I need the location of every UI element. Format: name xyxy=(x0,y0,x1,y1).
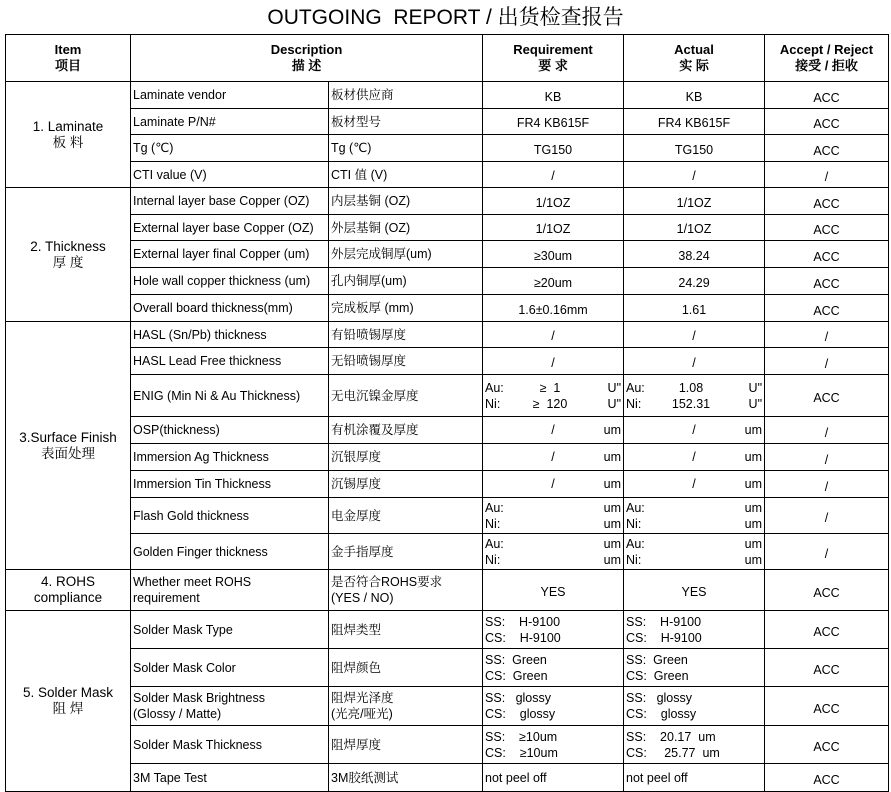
desc-en: ENIG (Min Ni & Au Thickness) xyxy=(131,375,329,417)
section-solder-mask: 5. Solder Mask 阻 焊 xyxy=(6,611,131,792)
requirement-cell: 1/1OZ xyxy=(483,188,624,215)
accept-cell: / xyxy=(765,471,889,498)
desc-en: Solder Mask Color xyxy=(131,649,329,687)
section-thickness: 2. Thickness 厚 度 xyxy=(6,188,131,322)
table-row xyxy=(6,188,889,215)
accept-cell: ACC xyxy=(765,268,889,295)
requirement-cell: / um xyxy=(483,471,624,498)
requirement-cell: ≥30um xyxy=(483,241,624,268)
desc-cn: 有铅喷锡厚度 xyxy=(329,322,483,348)
requirement-cell: Au: um Ni: um xyxy=(483,498,624,534)
accept-cell: ACC xyxy=(765,726,889,764)
accept-cell: / xyxy=(765,162,889,188)
table-row xyxy=(6,241,889,268)
actual-cell: Au: um Ni: um xyxy=(624,498,765,534)
desc-cn: 内层基铜 (OZ) xyxy=(329,188,483,215)
desc-en: Solder Mask Type xyxy=(131,611,329,649)
desc-en: HASL (Sn/Pb) thickness xyxy=(131,322,329,348)
actual-cell: 1.61 xyxy=(624,295,765,322)
accept-cell: ACC xyxy=(765,188,889,215)
table-row xyxy=(6,649,889,687)
table-row xyxy=(6,375,889,417)
table-row xyxy=(6,611,889,649)
table-row xyxy=(6,135,889,162)
table-row xyxy=(6,322,889,348)
desc-cn: CTI 值 (V) xyxy=(329,162,483,188)
table-row xyxy=(6,417,889,444)
requirement-cell: SS: ≥10um CS: ≥10um xyxy=(483,726,624,764)
desc-en: Hole wall copper thickness (um) xyxy=(131,268,329,295)
desc-cn: Tg (℃) xyxy=(329,135,483,162)
outgoing-report-table xyxy=(5,34,889,792)
accept-cell: ACC xyxy=(765,570,889,611)
section-surface-finish: 3.Surface Finish 表面处理 xyxy=(6,322,131,570)
actual-cell: 24.29 xyxy=(624,268,765,295)
requirement-cell: Au: um Ni: um xyxy=(483,534,624,570)
desc-cn: 3M胶纸测试 xyxy=(329,764,483,792)
desc-en: Flash Gold thickness xyxy=(131,498,329,534)
desc-en: External layer base Copper (OZ) xyxy=(131,215,329,241)
requirement-cell: 1/1OZ xyxy=(483,215,624,241)
accept-cell: / xyxy=(765,348,889,375)
requirement-cell: / xyxy=(483,322,624,348)
desc-en: Internal layer base Copper (OZ) xyxy=(131,188,329,215)
table-row xyxy=(6,498,889,534)
desc-cn: 板材供应商 xyxy=(329,82,483,109)
desc-cn: 无铅喷锡厚度 xyxy=(329,348,483,375)
accept-cell: ACC xyxy=(765,241,889,268)
actual-cell: SS: glossy CS: glossy xyxy=(624,687,765,726)
accept-cell: ACC xyxy=(765,375,889,417)
desc-cn: 电金厚度 xyxy=(329,498,483,534)
table-row xyxy=(6,444,889,471)
actual-cell: FR4 KB615F xyxy=(624,109,765,135)
desc-en: External layer final Copper (um) xyxy=(131,241,329,268)
desc-cn: 板材型号 xyxy=(329,109,483,135)
accept-cell: / xyxy=(765,444,889,471)
table-row xyxy=(6,764,889,792)
requirement-cell: ≥20um xyxy=(483,268,624,295)
actual-cell: TG150 xyxy=(624,135,765,162)
actual-cell: / um xyxy=(624,471,765,498)
table-row xyxy=(6,726,889,764)
desc-en: Golden Finger thickness xyxy=(131,534,329,570)
accept-cell: / xyxy=(765,534,889,570)
desc-en: Laminate vendor xyxy=(131,82,329,109)
actual-cell: Au: um Ni: um xyxy=(624,534,765,570)
actual-cell: SS: 20.17 um CS: 25.77 um xyxy=(624,726,765,764)
actual-cell: / xyxy=(624,322,765,348)
desc-cn: 无电沉镍金厚度 xyxy=(329,375,483,417)
actual-cell: YES xyxy=(624,570,765,611)
table-row xyxy=(6,295,889,322)
accept-cell: ACC xyxy=(765,135,889,162)
actual-cell: KB xyxy=(624,82,765,109)
actual-cell: / xyxy=(624,162,765,188)
desc-cn: 外层完成铜厚(um) xyxy=(329,241,483,268)
requirement-cell: not peel off xyxy=(483,764,624,792)
actual-cell: 1/1OZ xyxy=(624,215,765,241)
header-item: Item 项目 xyxy=(6,35,131,82)
table-row xyxy=(6,570,889,611)
desc-en: Immersion Tin Thickness xyxy=(131,471,329,498)
desc-cn: 完成板厚 (mm) xyxy=(329,295,483,322)
desc-en: Tg (℃) xyxy=(131,135,329,162)
table-row xyxy=(6,162,889,188)
requirement-cell: SS: glossy CS: glossy xyxy=(483,687,624,726)
accept-cell: ACC xyxy=(765,109,889,135)
desc-cn: 金手指厚度 xyxy=(329,534,483,570)
desc-cn: 有机涂覆及厚度 xyxy=(329,417,483,444)
desc-cn: 外层基铜 (OZ) xyxy=(329,215,483,241)
actual-cell: / xyxy=(624,348,765,375)
desc-cn: 阻焊厚度 xyxy=(329,726,483,764)
desc-cn: 阻焊颜色 xyxy=(329,649,483,687)
table-row xyxy=(6,348,889,375)
accept-cell: ACC xyxy=(765,764,889,792)
accept-cell: / xyxy=(765,498,889,534)
actual-cell: / um xyxy=(624,417,765,444)
desc-en: 3M Tape Test xyxy=(131,764,329,792)
header-description: Description 描 述 xyxy=(131,35,483,82)
desc-cn: 是否符合ROHS要求 (YES / NO) xyxy=(329,570,483,611)
requirement-cell: TG150 xyxy=(483,135,624,162)
report-title: OUTGOING REPORT / 出货检查报告 xyxy=(267,6,624,29)
desc-en: Solder Mask Thickness xyxy=(131,726,329,764)
actual-cell: Au: 1.08 U" Ni: 152.31 U" xyxy=(624,375,765,417)
requirement-cell: FR4 KB615F xyxy=(483,109,624,135)
desc-en: Immersion Ag Thickness xyxy=(131,444,329,471)
actual-cell: 1/1OZ xyxy=(624,188,765,215)
desc-cn: 阻焊类型 xyxy=(329,611,483,649)
section-laminate: 1. Laminate 板 料 xyxy=(6,82,131,188)
desc-cn: 沉银厚度 xyxy=(329,444,483,471)
requirement-cell: / um xyxy=(483,417,624,444)
header-row xyxy=(6,35,889,82)
accept-cell: ACC xyxy=(765,82,889,109)
requirement-cell: Au: ≥ 1 U" Ni: ≥ 120 U" xyxy=(483,375,624,417)
requirement-cell: / xyxy=(483,162,624,188)
accept-cell: / xyxy=(765,322,889,348)
requirement-cell: 1.6±0.16mm xyxy=(483,295,624,322)
desc-en: Whether meet ROHS requirement xyxy=(131,570,329,611)
desc-cn: 沉锡厚度 xyxy=(329,471,483,498)
desc-cn: 孔内铜厚(um) xyxy=(329,268,483,295)
table-row xyxy=(6,471,889,498)
table-row xyxy=(6,82,889,109)
desc-en: OSP(thickness) xyxy=(131,417,329,444)
desc-en: HASL Lead Free thickness xyxy=(131,348,329,375)
table-row xyxy=(6,534,889,570)
desc-en: CTI value (V) xyxy=(131,162,329,188)
requirement-cell: SS: H-9100 CS: H-9100 xyxy=(483,611,624,649)
requirement-cell: KB xyxy=(483,82,624,109)
accept-cell: ACC xyxy=(765,649,889,687)
section-rohs: 4. ROHS compliance xyxy=(6,570,131,611)
header-actual: Actual 实 际 xyxy=(624,35,765,82)
actual-cell: SS: H-9100 CS: H-9100 xyxy=(624,611,765,649)
desc-en: Solder Mask Brightness (Glossy / Matte) xyxy=(131,687,329,726)
desc-en: Overall board thickness(mm) xyxy=(131,295,329,322)
desc-en: Laminate P/N# xyxy=(131,109,329,135)
accept-cell: ACC xyxy=(765,295,889,322)
requirement-cell: / um xyxy=(483,444,624,471)
actual-cell: / um xyxy=(624,444,765,471)
requirement-cell: YES xyxy=(483,570,624,611)
table-row xyxy=(6,109,889,135)
header-accept-reject: Accept / Reject 接受 / 拒收 xyxy=(765,35,889,82)
table-row xyxy=(6,268,889,295)
requirement-cell: / xyxy=(483,348,624,375)
actual-cell: not peel off xyxy=(624,764,765,792)
header-requirement: Requirement 要 求 xyxy=(483,35,624,82)
table-row xyxy=(6,215,889,241)
requirement-cell: SS: Green CS: Green xyxy=(483,649,624,687)
table-row xyxy=(6,687,889,726)
accept-cell: ACC xyxy=(765,687,889,726)
desc-cn: 阻焊光泽度 (光亮/哑光) xyxy=(329,687,483,726)
actual-cell: 38.24 xyxy=(624,241,765,268)
actual-cell: SS: Green CS: Green xyxy=(624,649,765,687)
accept-cell: / xyxy=(765,417,889,444)
accept-cell: ACC xyxy=(765,215,889,241)
accept-cell: ACC xyxy=(765,611,889,649)
